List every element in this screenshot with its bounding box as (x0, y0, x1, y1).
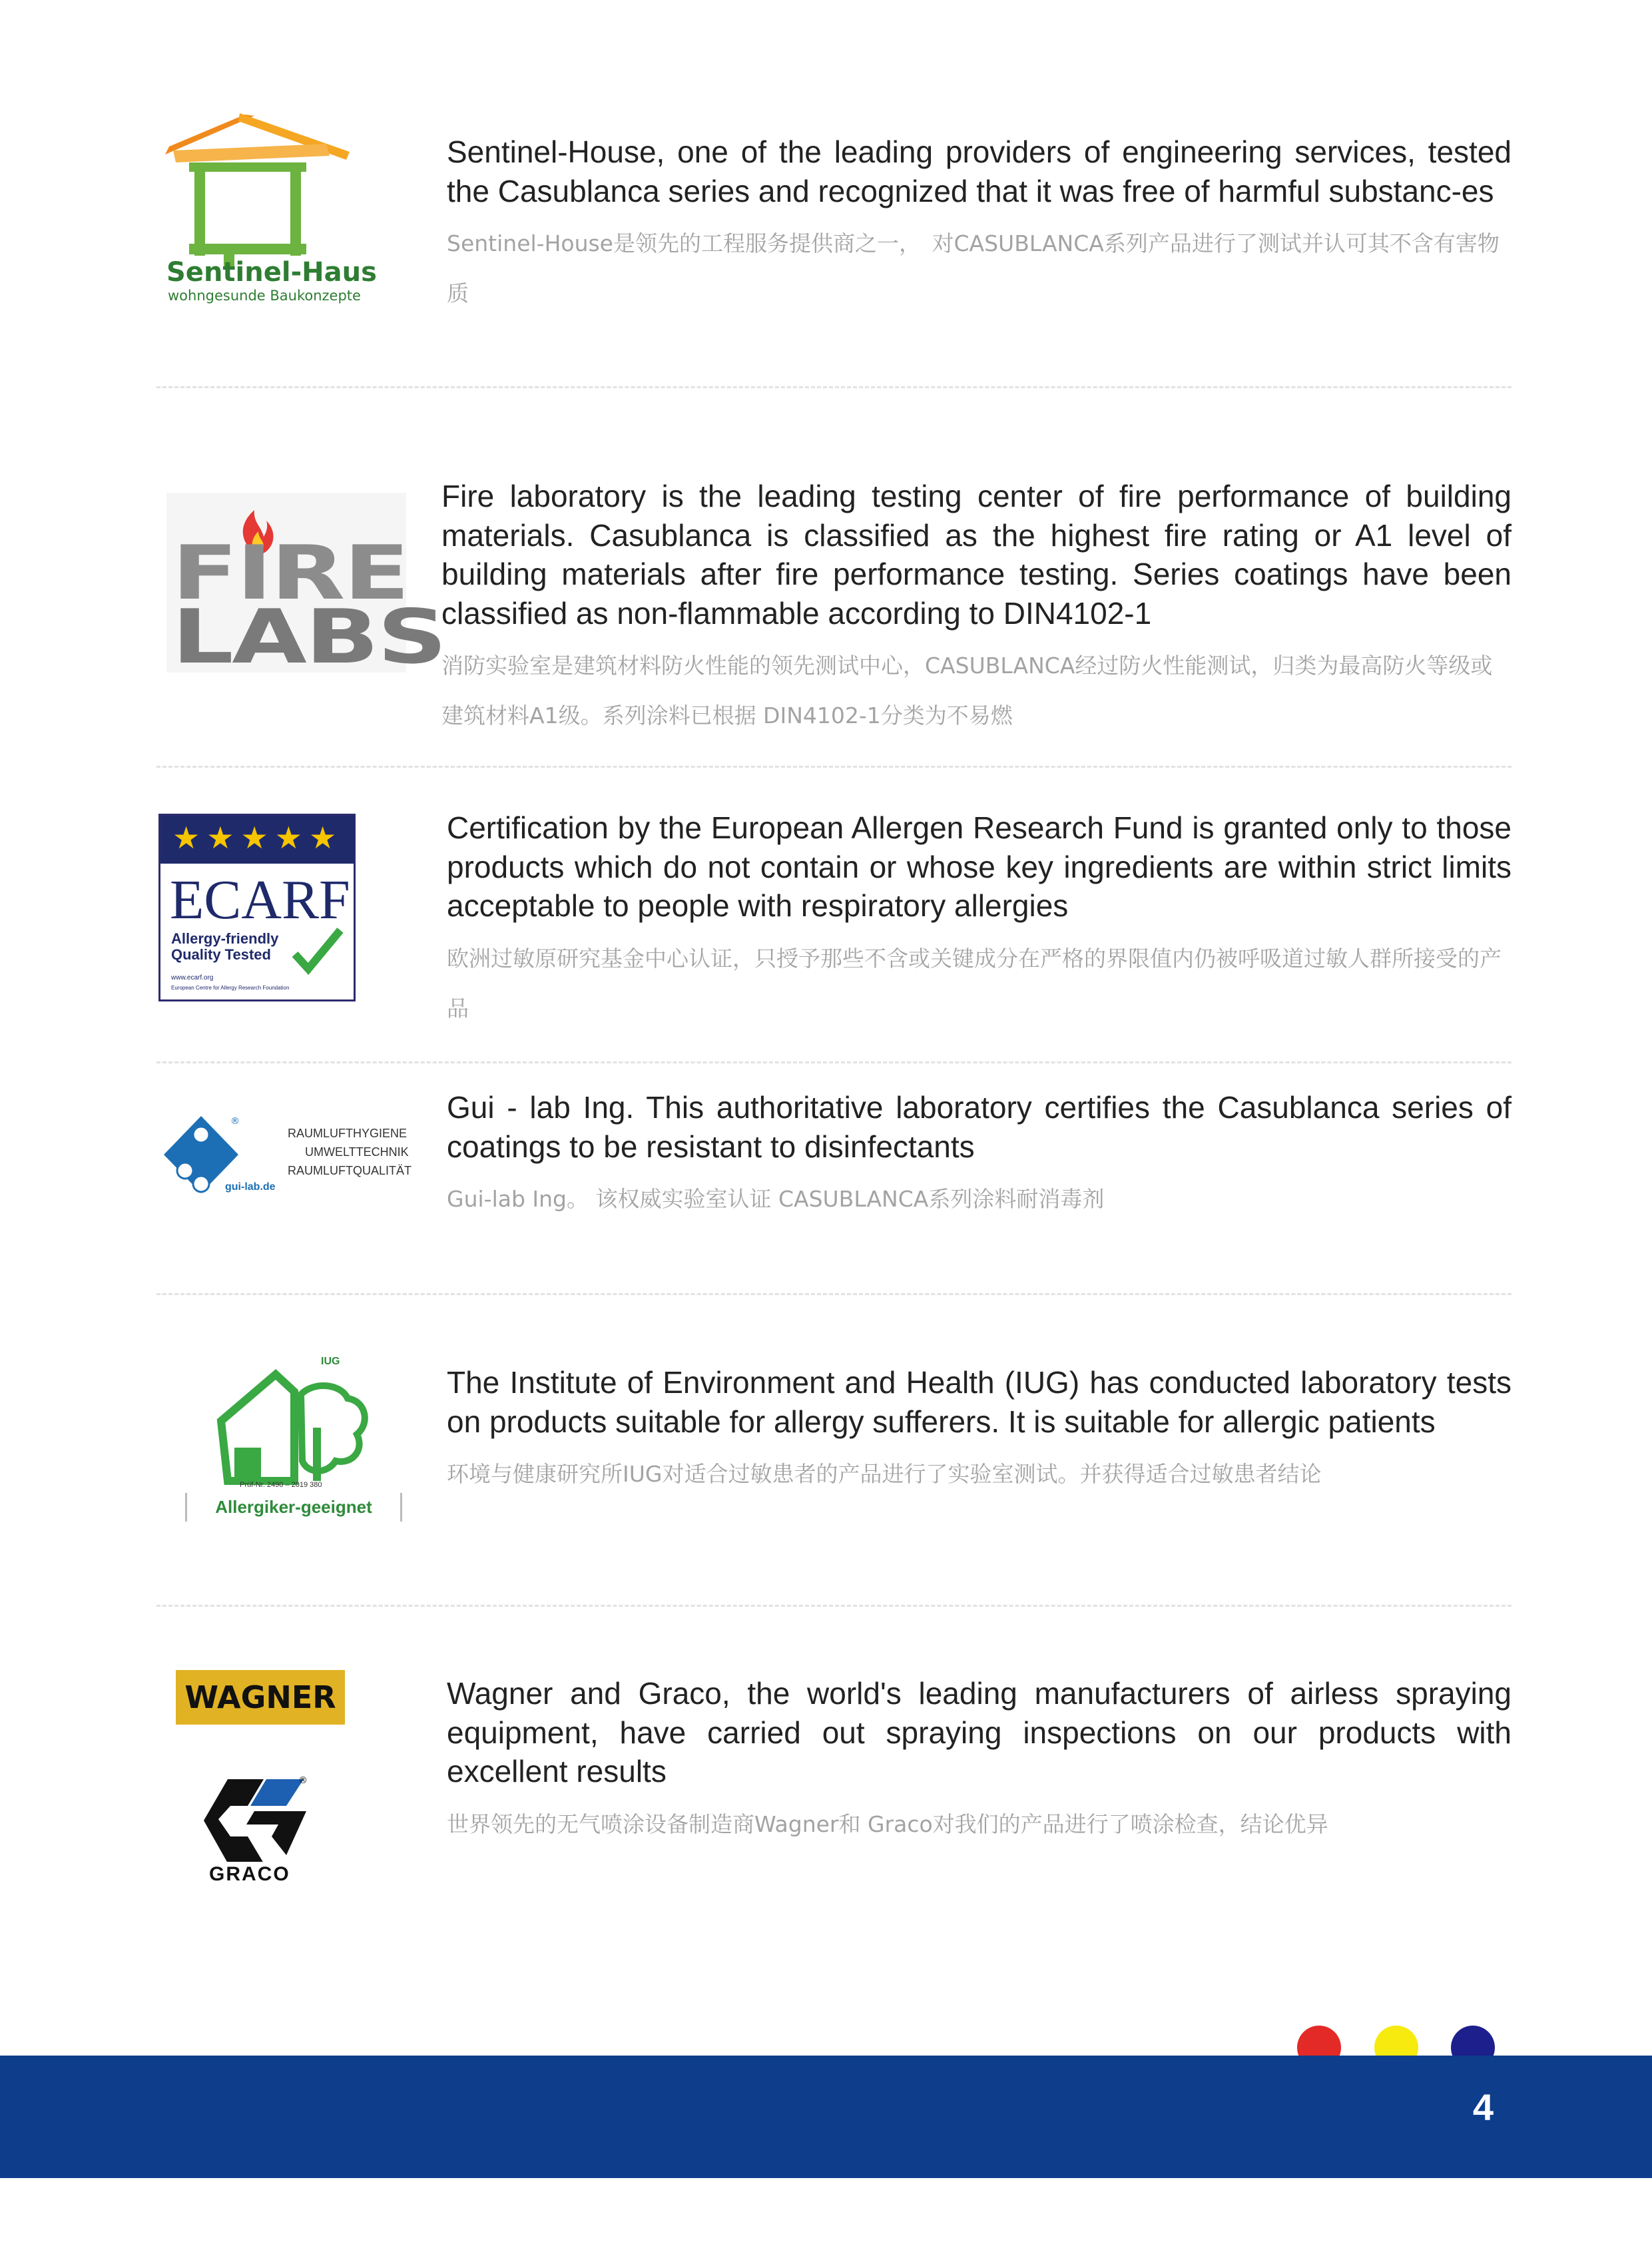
ecarf-org: European Centre for Allergy Research Foundation (171, 985, 290, 991)
section-divider (156, 766, 1512, 768)
iug-test-number: Prüf-Nr. 2490 – 2019 380 (240, 1481, 322, 1489)
fire-labs-logo (166, 493, 445, 681)
entry-text (447, 1363, 1512, 1499)
gui-lab-logo (157, 1107, 417, 1205)
entry-chinese-text: Sentinel-House是领先的工程服务提供商之一， 对CASUBLANCA系列产品进行了测试并认可其不含有害物质 (447, 230, 1500, 306)
checkmark-icon (291, 926, 344, 980)
entry-english-text: Fire laboratory is the leading testing center of fire performance of building materials. Casublanca is classified as the highest fire rating or A1 level of building materials after fire performance testing. Series coatings have been classified as non-flammable according to DIN4102-1 (441, 479, 1512, 631)
wagner-logo (176, 1670, 345, 1725)
page-number: 4 (1472, 2086, 1494, 2128)
entry-english-text: Gui - lab Ing. This authoritative laboratory certifies the Casublanca series of coatings to be resistant to disinfectants (447, 1090, 1512, 1164)
iug-allergiker-geeignet: Allergiker-geeignet (185, 1493, 402, 1522)
sentinel-haus-logo (160, 107, 377, 306)
ecarf-logo (158, 814, 356, 1001)
entry-english-text: Sentinel-House, one of the leading providers of engineering services, tested the Casublanca series and recognized that it was free of harmful substanc-es (447, 135, 1512, 208)
ecarf-quality-tested: Quality Tested (171, 946, 271, 963)
graco-logo (200, 1775, 313, 1883)
ecarf-stars: ★★★★★ (172, 820, 344, 856)
sentinel-haus-wordmark: Sentinel-Haus (166, 257, 377, 288)
entry-english-text: Certification by the European Allergen Research Fund is granted only to those products which do not contain or whose key ingredients are within strict limits acceptable to people with respiratory allergies (447, 810, 1512, 923)
entry-chinese-text: Gui-lab Ing。 该权威实验室认证 CASUBLANCA系列涂料耐消毒剂 (447, 1186, 1105, 1212)
iug-logo (184, 1352, 410, 1526)
entry-english-text: Wagner and Graco, the world's leading manufacturers of airless spraying equipment, have carried out spraying inspections on our products with excellent results (447, 1676, 1512, 1789)
entry-chinese-text: 欧洲过敏原研究基金中心认证，只授予那些不含或关键成分在严格的界限值内仍被呼吸道过敏人群所接受的产品 (447, 945, 1502, 1021)
entry-text (447, 1674, 1512, 1849)
section-divider (156, 1605, 1512, 1607)
wagner-wordmark: WAGNER (184, 1679, 336, 1715)
entry-text (447, 1088, 1512, 1224)
footer-band (0, 2056, 1652, 2178)
ecarf-url: www.ecarf.org (171, 974, 214, 981)
gui-lab-line-3: RAUMLUFTQUALITÄT (288, 1164, 412, 1177)
entry-text (447, 133, 1512, 318)
section-divider (156, 1061, 1512, 1063)
section-divider (156, 386, 1512, 388)
graco-wordmark: GRACO (209, 1863, 290, 1885)
house-tree-icon (214, 1368, 388, 1494)
entry-english-text: The Institute of Environment and Health (IUG) has conducted laboratory tests on products suitable for allergy sufferers. It is suitable for allergic patients (447, 1365, 1512, 1439)
entry-chinese-text: 消防实验室是建筑材料防火性能的领先测试中心，CASUBLANCA经过防火性能测试，归类为最高防火等级或建筑材料A1级。系列涂料已根据 DIN4102-1分类为不易燃 (441, 653, 1493, 728)
ecarf-allergy-friendly: Allergy-friendly (171, 930, 279, 947)
svg-text:®: ® (298, 1775, 308, 1786)
sentinel-haus-tagline: wohngesunde Baukonzepte (168, 288, 361, 304)
iug-label: IUG (321, 1356, 340, 1367)
section-divider (156, 1293, 1512, 1295)
gui-lab-line-2: UMWELTTECHNIK (305, 1145, 409, 1159)
entry-text (447, 808, 1512, 1033)
fire-labs-line-2: LABS (172, 594, 445, 681)
gui-lab-line-1: RAUMLUFTHYGIENE (288, 1127, 408, 1140)
graco-g-icon (200, 1775, 313, 1862)
fire-labs-line-1: FIRE (172, 530, 408, 617)
entry-chinese-text: 环境与健康研究所IUG对适合过敏患者的产品进行了实验室测试。并获得适合过敏患者结论 (447, 1461, 1322, 1487)
ecarf-wordmark: ECARF (170, 869, 350, 931)
svg-text:®: ® (230, 1116, 240, 1127)
entry-text (441, 477, 1512, 740)
entry-chinese-text: 世界领先的无气喷涂设备制造商Wagner和 Graco对我们的产品进行了喷涂检查，结论优异 (447, 1811, 1328, 1837)
gui-lab-url: gui-lab.de (225, 1181, 276, 1193)
